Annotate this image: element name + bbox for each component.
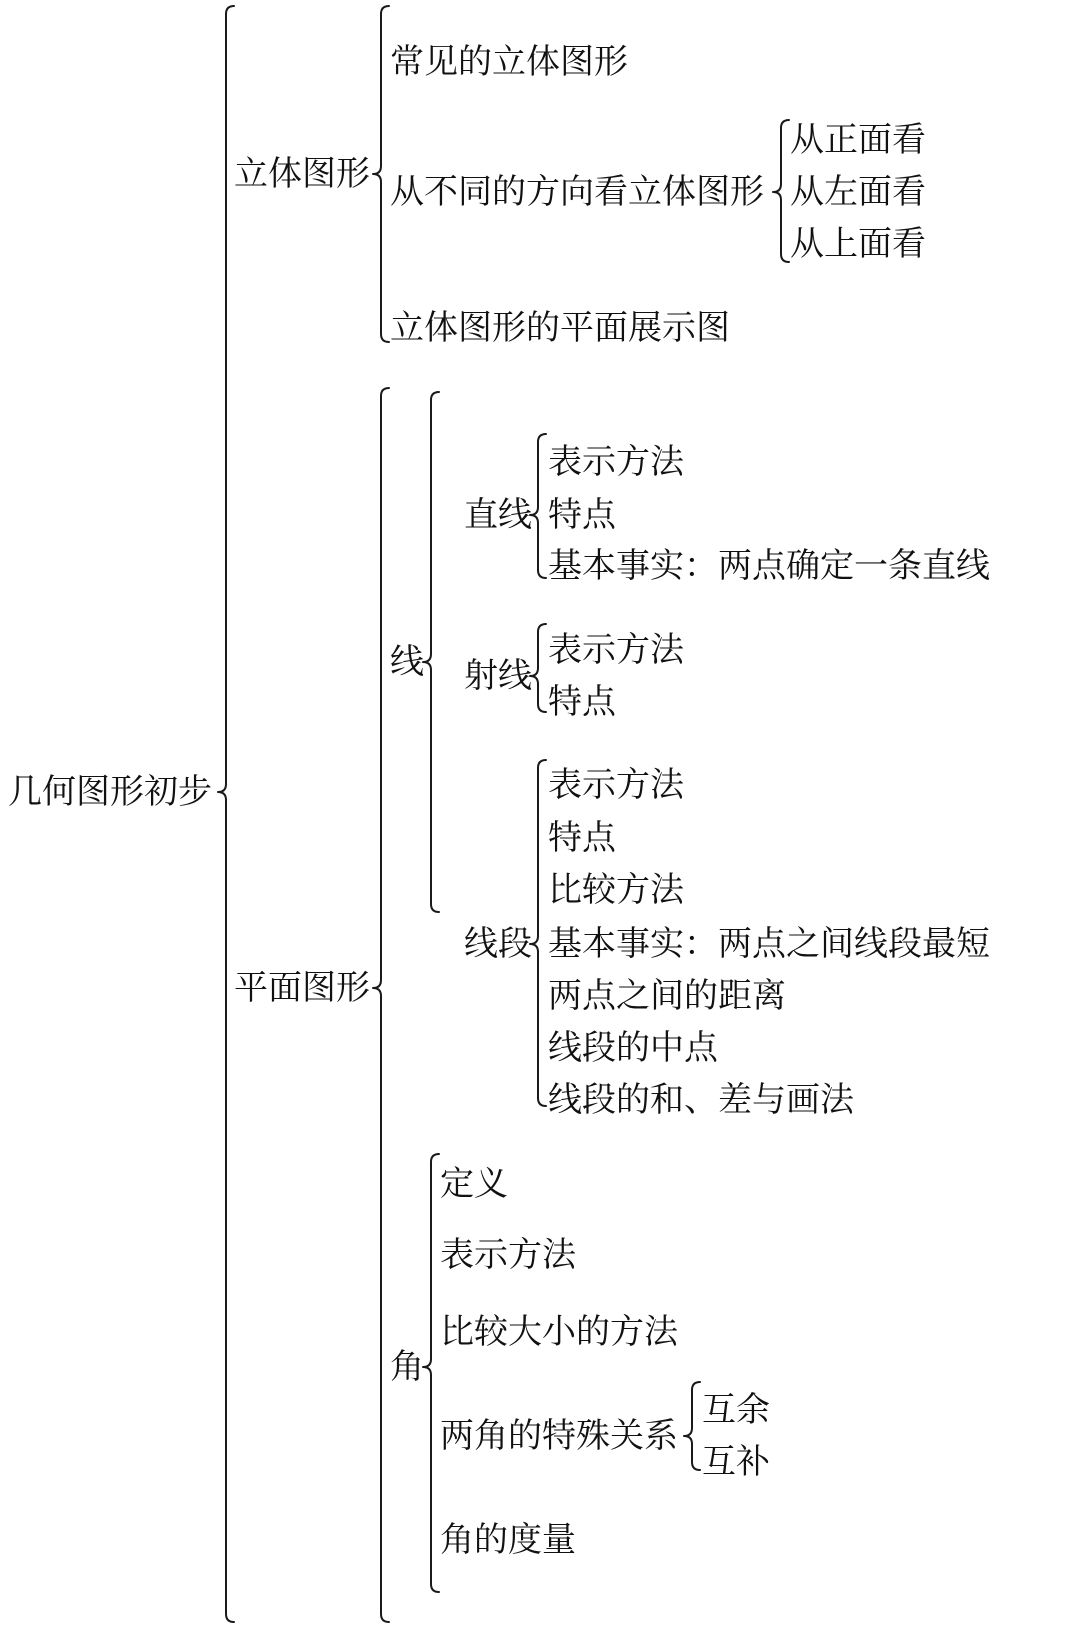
node-midpoint: 线段的中点 <box>548 1028 718 1068</box>
node-angle: 角 <box>390 1347 424 1387</box>
node-segment-comparison: 比较方法 <box>548 870 684 910</box>
brace-straight-line <box>530 434 546 578</box>
node-ray: 射线 <box>464 656 532 696</box>
node-left-view: 从左面看 <box>790 172 926 212</box>
node-segment-notation: 表示方法 <box>548 765 684 805</box>
node-front-view: 从正面看 <box>790 120 926 160</box>
brace-plane-figures <box>373 388 389 1622</box>
node-segment-properties: 特点 <box>548 818 616 858</box>
node-angle-definition: 定义 <box>440 1164 508 1204</box>
node-angle-measure: 角的度量 <box>440 1520 576 1560</box>
brace-solid-figures <box>373 6 389 342</box>
brace-angle <box>423 1154 439 1592</box>
brace-segment <box>530 760 546 1106</box>
node-angle-notation: 表示方法 <box>440 1235 576 1275</box>
brace-ray <box>530 624 546 712</box>
node-segment-axiom: 基本事实：两点之间线段最短 <box>548 924 990 964</box>
node-complementary: 互余 <box>702 1390 770 1430</box>
node-ray-notation: 表示方法 <box>548 630 684 670</box>
node-segment: 线段 <box>464 924 532 964</box>
node-straight-line: 直线 <box>464 495 532 535</box>
node-distance: 两点之间的距离 <box>548 976 786 1016</box>
node-line-properties: 特点 <box>548 495 616 535</box>
node-nets-of-solids: 立体图形的平面展示图 <box>390 308 730 348</box>
brace-root <box>218 6 234 1622</box>
node-supplementary: 互补 <box>702 1442 770 1482</box>
brace-angle-relations <box>684 1382 700 1470</box>
node-line-axiom: 基本事实：两点确定一条直线 <box>548 546 990 586</box>
node-common-solids: 常见的立体图形 <box>390 42 628 82</box>
node-plane-figures: 平面图形 <box>234 968 370 1008</box>
node-line-notation: 表示方法 <box>548 442 684 482</box>
node-root: 几何图形初步 <box>8 772 212 812</box>
brace-views <box>773 120 789 262</box>
node-lines: 线 <box>390 642 424 682</box>
node-top-view: 从上面看 <box>790 224 926 264</box>
node-views-of-solids: 从不同的方向看立体图形 <box>390 172 764 212</box>
brace-lines <box>423 392 439 912</box>
node-segment-operations: 线段的和、差与画法 <box>548 1080 854 1120</box>
node-angle-comparison: 比较大小的方法 <box>440 1312 678 1352</box>
node-ray-properties: 特点 <box>548 682 616 722</box>
node-angle-relations: 两角的特殊关系 <box>440 1416 678 1456</box>
node-solid-figures: 立体图形 <box>234 154 370 194</box>
